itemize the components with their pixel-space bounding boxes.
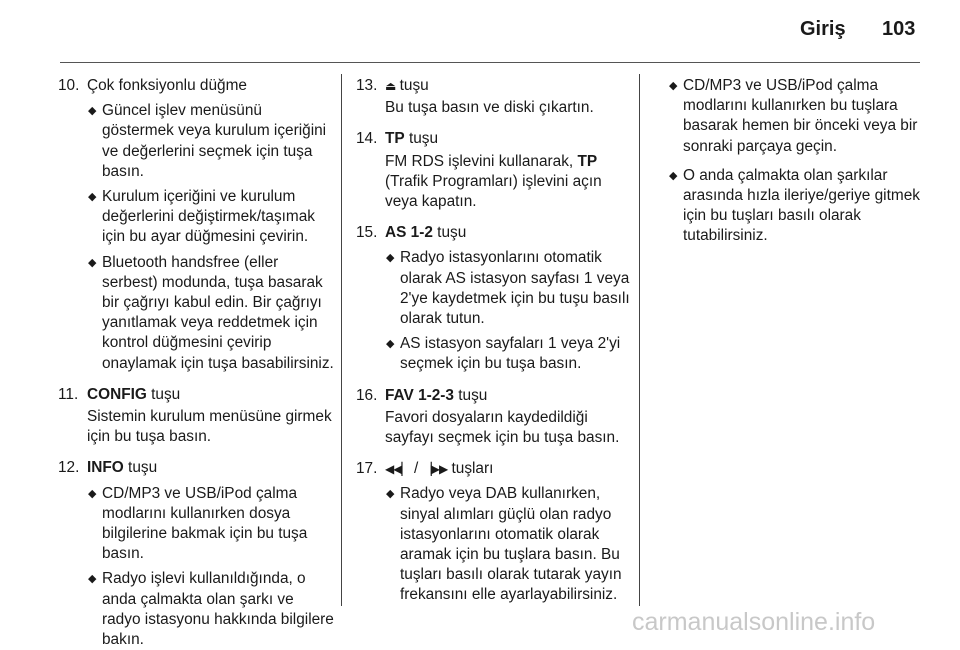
key-suffix: tuşları	[447, 460, 494, 478]
item-number: 13.	[356, 77, 378, 94]
bullet-text: Radyo veya DAB kullanırken, sinyal alımları güçlü olan radyo istasyonlarını otomatik olarak aramak için bu tuşlara basın. Bu tuşları basılı olarak tutarak yayın frekansını elle ayarlayabilirsiniz.	[400, 485, 622, 604]
bullet-text: AS istasyon sayfaları 1 veya 2'yi seçmek için bu tuşa basın.	[400, 335, 621, 373]
icon-separator: /	[409, 460, 423, 478]
page-number: 103	[882, 18, 916, 40]
seek-forward-icon: ▕▶▶	[422, 462, 448, 477]
item-number: 16.	[356, 386, 378, 404]
bullet-text: Bluetooth handsfree (eller serbest) modunda, tuşa basarak bir çağrıyı kabul edin. Bir çağrıyı yanıtlamak veya reddetmek için kontrol düğmesini çevirip onaylamak için tuşa basabilirsiniz.	[102, 253, 334, 372]
key-name: TP	[385, 130, 405, 148]
item-description: Bu tuşa basın ve diski çıkartın.	[385, 99, 594, 117]
bullet-text: Kurulum içeriğini ve kurulum değerlerini değiştirmek/taşımak için bu ayar düğmesini çevirin.	[102, 188, 315, 246]
key-suffix: tuşu	[432, 224, 467, 242]
bullet-item	[668, 166, 930, 247]
column-1	[58, 76, 334, 650]
header-rule	[60, 62, 920, 63]
bullet-item	[385, 248, 638, 329]
bullet-item	[385, 334, 638, 374]
key-suffix: tuşu	[146, 385, 181, 403]
bullet-text: CD/MP3 ve USB/iPod çalma modlarını kullanırken bu tuşlara basarak hemen bir önceki veya bir sonraki parçaya geçin.	[683, 77, 918, 155]
item-number: 17.	[356, 460, 378, 478]
diamond-bullet-icon: ◆	[386, 488, 395, 501]
list-item-17	[356, 459, 638, 605]
key-name: CONFIG	[87, 385, 147, 403]
diamond-bullet-icon: ◆	[669, 80, 678, 92]
diamond-bullet-icon: ◆	[669, 169, 678, 182]
bullet-item	[87, 101, 334, 182]
bullet-text: O anda çalmakta olan şarkılar arasında hızla ileriye/geriye gitmek için bu tuşları basılı olarak tutabilirsiniz.	[683, 166, 920, 245]
list-item-14	[356, 129, 638, 212]
item-number: 12.	[58, 459, 80, 477]
column-3	[668, 76, 930, 247]
item-number: 15.	[356, 224, 378, 242]
diamond-bullet-icon: ◆	[386, 338, 395, 351]
list-item-12	[58, 458, 334, 650]
item-description: Sistemin kurulum menüsüne girmek için bu tuşa basın.	[87, 408, 332, 446]
seek-back-icon: ◀◀▏	[385, 462, 410, 477]
diamond-bullet-icon: ◆	[88, 105, 97, 118]
list-item-13	[356, 76, 638, 118]
bullet-item	[87, 484, 334, 565]
diamond-bullet-icon: ◆	[386, 252, 395, 265]
bullet-text: Güncel işlev menüsünü göstermek veya kurulum içeriğini ve değerlerini seçmek için tuşa basın.	[102, 102, 327, 180]
key-suffix: tuşu	[395, 77, 429, 94]
description-text: (Trafik Programları) işlevini açın veya kapatın.	[385, 172, 602, 211]
watermark: carmanualsonline.info	[632, 608, 876, 636]
bullet-item	[385, 484, 638, 605]
key-name: FAV 1-2-3	[385, 386, 454, 404]
diamond-bullet-icon: ◆	[88, 191, 97, 204]
diamond-bullet-icon: ◆	[88, 573, 97, 586]
column-divider-1	[341, 74, 342, 606]
key-suffix: tuşu	[454, 386, 488, 404]
key-suffix: tuşu	[123, 459, 158, 477]
key-name-inline: TP	[577, 152, 598, 170]
list-item-11	[58, 385, 334, 448]
diamond-bullet-icon: ◆	[88, 487, 97, 500]
list-item-10	[58, 76, 334, 374]
bullet-text: Radyo istasyonlarını otomatik olarak AS istasyon sayfası 1 veya 2'ye kaydetmek için bu tuşu basılı olarak tutun.	[400, 249, 630, 328]
page-header	[0, 0, 960, 60]
section-title: Giriş	[800, 18, 846, 40]
diamond-bullet-icon: ◆	[88, 256, 97, 269]
list-item-16	[356, 386, 638, 449]
key-name: AS 1-2	[385, 224, 433, 242]
item-number: 10.	[58, 77, 80, 94]
description-text: FM RDS işlevini kullanarak,	[385, 152, 578, 170]
bullet-text: Radyo işlevi kullanıldığında, o anda çalmakta olan şarkı ve radyo istasyonu hakkında bilgilere bakın.	[102, 570, 334, 649]
eject-icon: ⏏	[385, 79, 396, 93]
item-description: Favori dosyaların kaydedildiği sayfayı seçmek için bu tuşa basın.	[385, 408, 620, 447]
column-2	[356, 76, 638, 606]
item-title: Çok fonksiyonlu düğme	[87, 77, 247, 94]
item-number: 11.	[58, 385, 79, 403]
item-description	[385, 152, 638, 213]
key-suffix: tuşu	[404, 130, 439, 148]
bullet-item	[87, 187, 334, 248]
key-name: INFO	[87, 459, 124, 477]
column-divider-2	[639, 74, 640, 606]
bullet-item	[87, 569, 334, 650]
bullet-text: CD/MP3 ve USB/iPod çalma modlarını kullanırken dosya bilgilerine bakmak için bu tuşa basın.	[102, 484, 308, 563]
bullet-item	[87, 253, 334, 374]
bullet-item	[668, 76, 930, 157]
list-item-15	[356, 223, 638, 374]
item-number: 14.	[356, 130, 378, 148]
